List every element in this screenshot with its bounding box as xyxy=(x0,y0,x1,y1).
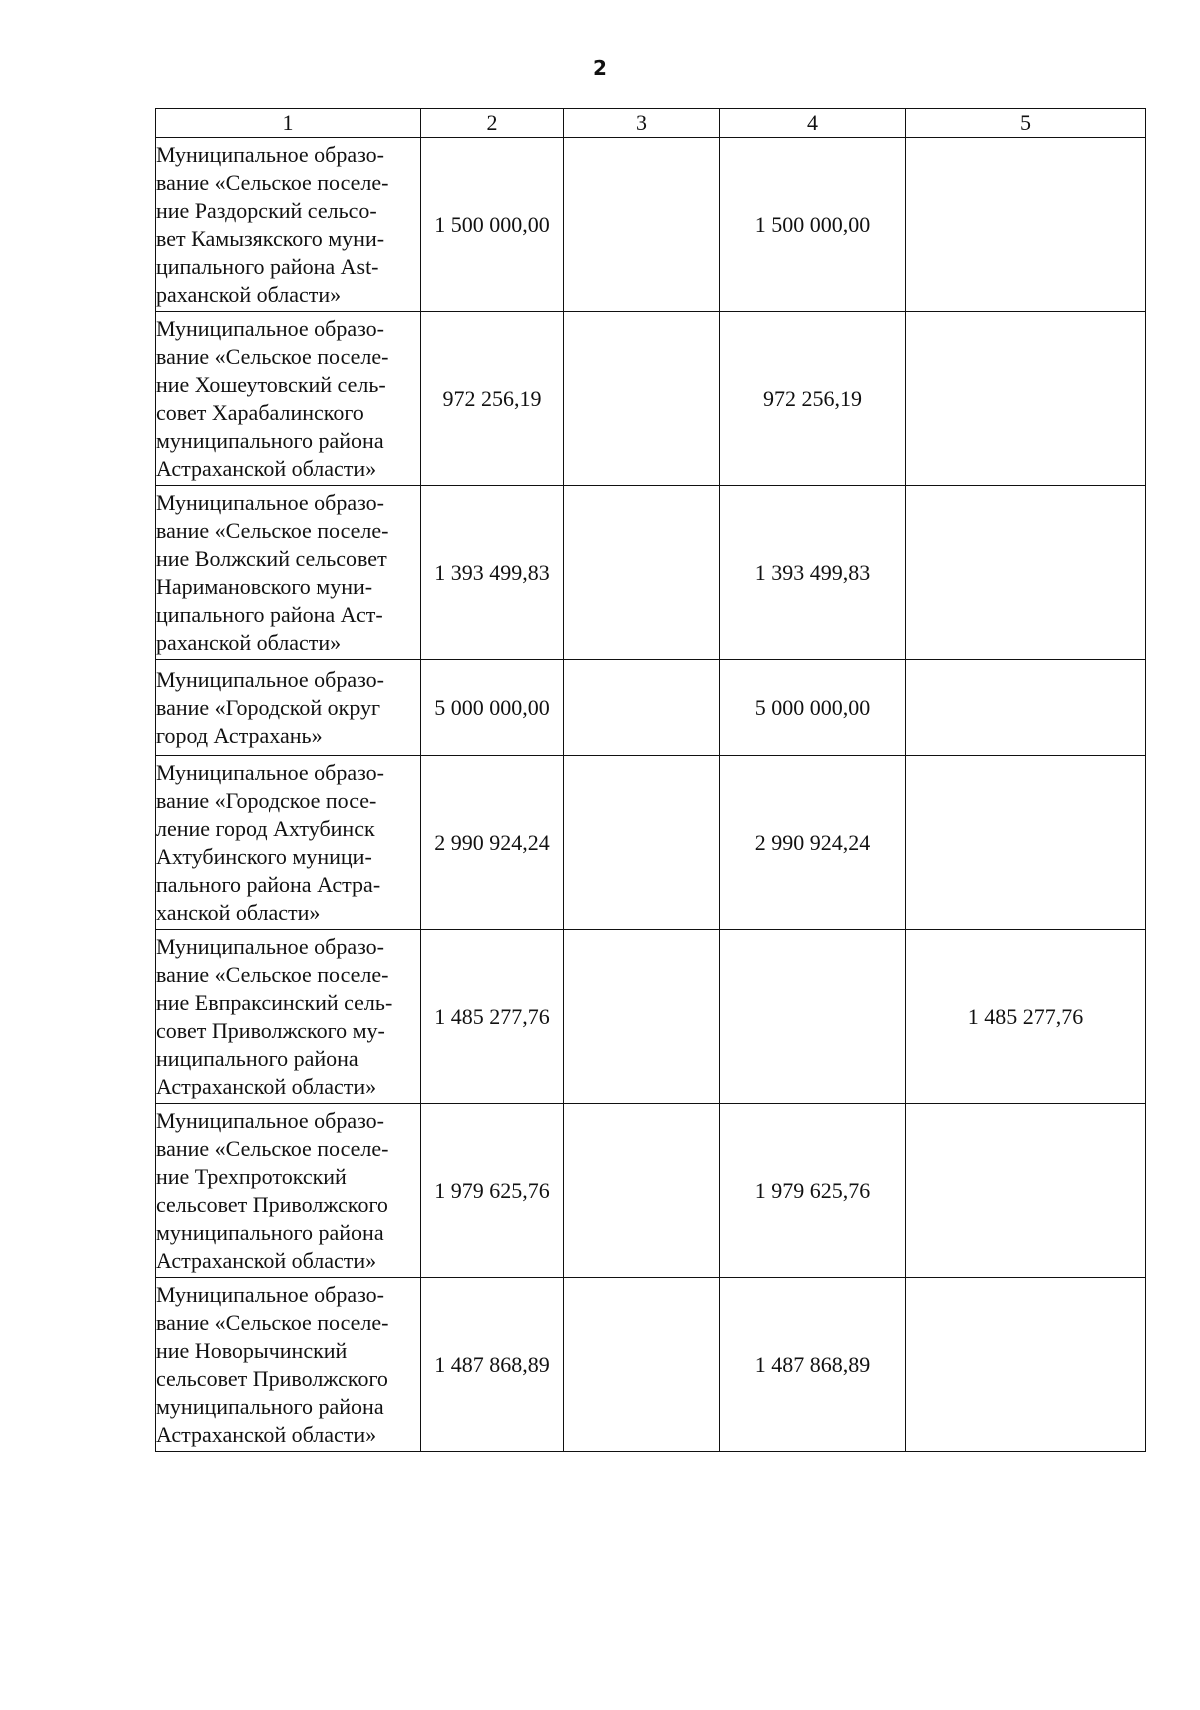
amount-cell: 1 393 499,83 xyxy=(421,486,564,660)
table-row xyxy=(156,486,1146,660)
municipality-name: Муниципальное образо- вание «Сельское поселе- ние Хошеутовский сель- совет Харабалинского муниципального района Астраханской области» xyxy=(156,312,421,486)
amount-cell xyxy=(564,486,720,660)
header-row xyxy=(156,109,1146,138)
municipality-name: Муниципальное образо- вание «Сельское поселе- ние Трехпротокский сельсовет Приволжского муниципального района Астраханской области» xyxy=(156,1104,421,1278)
allocation-table xyxy=(155,108,1146,1452)
amount-cell xyxy=(720,930,906,1104)
amount-cell xyxy=(906,486,1146,660)
amount-cell: 1 485 277,76 xyxy=(906,930,1146,1104)
amount-cell: 1 979 625,76 xyxy=(720,1104,906,1278)
amount-cell xyxy=(564,1104,720,1278)
municipality-name: Муниципальное образо- вание «Городское посе- ление город Ахтубинск Ахтубинского муници- пального района Астра- ханской области» xyxy=(156,756,421,930)
amount-cell: 972 256,19 xyxy=(421,312,564,486)
amount-cell: 2 990 924,24 xyxy=(421,756,564,930)
municipality-name: Муниципальное образо- вание «Сельское поселе- ние Волжский сельсовет Наримановского муни- ципального района Аст- раханской области» xyxy=(156,486,421,660)
amount-cell xyxy=(564,1278,720,1452)
amount-cell xyxy=(906,660,1146,756)
amount-cell xyxy=(564,660,720,756)
municipality-name: Муниципальное образо- вание «Сельское поселе- ние Новорычинский сельсовет Приволжского муниципального района Астраханской области» xyxy=(156,1278,421,1452)
amount-cell: 1 487 868,89 xyxy=(421,1278,564,1452)
municipality-name: Муниципальное образо- вание «Сельское поселе- ние Евпраксинский сель- совет Приволжского му- ниципального района Астраханской области» xyxy=(156,930,421,1104)
amount-cell xyxy=(906,312,1146,486)
page-number: 2 xyxy=(593,56,607,80)
amount-cell: 2 990 924,24 xyxy=(720,756,906,930)
column-header: 2 xyxy=(421,109,564,138)
amount-cell xyxy=(906,756,1146,930)
amount-cell: 1 500 000,00 xyxy=(421,138,564,312)
amount-cell xyxy=(564,930,720,1104)
amount-cell: 972 256,19 xyxy=(720,312,906,486)
municipality-name: Муниципальное образо- вание «Городской округ город Астрахань» xyxy=(156,660,421,756)
amount-cell: 1 393 499,83 xyxy=(720,486,906,660)
amount-cell xyxy=(906,1104,1146,1278)
table-row xyxy=(156,660,1146,756)
table-row xyxy=(156,930,1146,1104)
amount-cell: 1 487 868,89 xyxy=(720,1278,906,1452)
amount-cell: 1 979 625,76 xyxy=(421,1104,564,1278)
table-row xyxy=(156,312,1146,486)
table-row xyxy=(156,138,1146,312)
table-row xyxy=(156,1278,1146,1452)
column-header: 3 xyxy=(564,109,720,138)
amount-cell xyxy=(906,1278,1146,1452)
column-header: 4 xyxy=(720,109,906,138)
column-header: 5 xyxy=(906,109,1146,138)
amount-cell: 1 485 277,76 xyxy=(421,930,564,1104)
amount-cell: 5 000 000,00 xyxy=(720,660,906,756)
column-header: 1 xyxy=(156,109,421,138)
table-row xyxy=(156,756,1146,930)
amount-cell: 1 500 000,00 xyxy=(720,138,906,312)
municipality-name: Муниципальное образо- вание «Сельское поселе- ние Раздорский сельсо- вет Камызякского муни- ципального района Ast- раханской области» xyxy=(156,138,421,312)
amount-cell xyxy=(906,138,1146,312)
amount-cell xyxy=(564,756,720,930)
amount-cell xyxy=(564,312,720,486)
amount-cell: 5 000 000,00 xyxy=(421,660,564,756)
amount-cell xyxy=(564,138,720,312)
table-row xyxy=(156,1104,1146,1278)
